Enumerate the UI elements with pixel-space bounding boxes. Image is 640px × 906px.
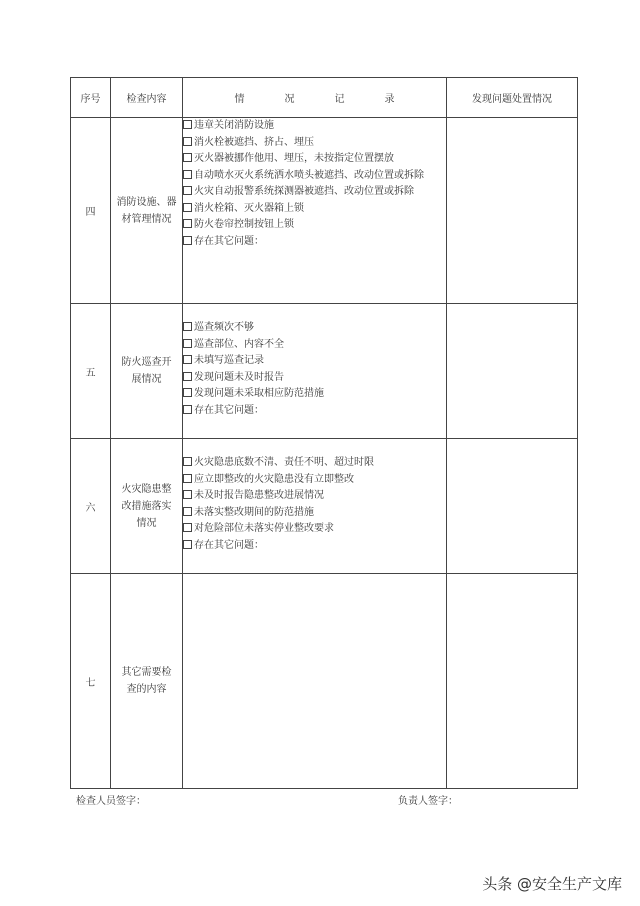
row-serial: 五 bbox=[71, 304, 111, 439]
checklist-item bbox=[183, 337, 446, 354]
checklist-item bbox=[183, 168, 446, 185]
checkbox[interactable] bbox=[183, 339, 192, 348]
checklist-item bbox=[183, 386, 446, 403]
row-topic bbox=[111, 574, 183, 789]
row-serial: 七 bbox=[71, 574, 111, 789]
watermark: 头条 @安全生产文库 bbox=[482, 875, 622, 893]
checklist-item bbox=[183, 472, 446, 489]
checklist-item-text: 未及时报告隐患整改进展情况 bbox=[194, 490, 324, 501]
checklist-item-text: 防火卷帘控制按钮上锁 bbox=[194, 219, 294, 230]
table-row bbox=[71, 574, 578, 789]
row-handling[interactable] bbox=[447, 574, 578, 789]
checklist-item bbox=[183, 505, 446, 522]
row-topic bbox=[111, 304, 183, 439]
row-topic-line: 其它需要检 bbox=[121, 667, 172, 678]
checklist-item bbox=[183, 151, 446, 168]
checklist-item-text: 自动喷水灭火系统洒水喷头被遮挡、改动位置或拆除 bbox=[194, 169, 424, 181]
checkbox[interactable] bbox=[183, 120, 192, 129]
checklist-item bbox=[183, 217, 446, 234]
header-record bbox=[183, 78, 447, 118]
row-serial: 六 bbox=[71, 439, 111, 574]
checklist-item-text: 违章关闭消防设施 bbox=[194, 120, 274, 131]
row-serial: 四 bbox=[71, 118, 111, 304]
header-serial: 序号 bbox=[71, 78, 111, 118]
checklist-item bbox=[183, 135, 446, 152]
checkbox[interactable] bbox=[183, 523, 192, 532]
checklist-item-text: 火灾自动报警系统探测器被遮挡、改动位置或拆除 bbox=[194, 186, 414, 197]
checkbox[interactable] bbox=[183, 474, 192, 483]
header-record-char: 录 bbox=[384, 94, 395, 105]
header-record-char: 况 bbox=[284, 94, 295, 105]
checklist-item-text: 未填写巡查记录 bbox=[194, 355, 264, 366]
checkbox[interactable] bbox=[183, 203, 192, 212]
row-topic-line: 材管理情况 bbox=[121, 213, 172, 225]
row-topic-line: 火灾隐患整 bbox=[121, 483, 172, 495]
row-topic bbox=[111, 439, 183, 574]
checklist-item bbox=[183, 455, 446, 472]
checklist-item bbox=[183, 320, 446, 337]
checkbox[interactable] bbox=[183, 236, 192, 245]
checkbox[interactable] bbox=[183, 322, 192, 331]
row-topic-line: 防火巡查开 bbox=[121, 357, 172, 368]
row-record bbox=[183, 439, 447, 574]
table-row bbox=[71, 118, 578, 304]
checkbox[interactable] bbox=[183, 540, 192, 549]
checklist-item-text: 消火栓被遮挡、挤占、埋压 bbox=[194, 136, 314, 148]
row-topic-line: 查的内容 bbox=[126, 684, 167, 695]
header-content: 检查内容 bbox=[111, 78, 183, 118]
checklist-item-text: 存在其它问题： bbox=[194, 404, 264, 416]
row-topic-line: 展情况 bbox=[131, 374, 162, 385]
checklist-item-text: 发现问题未及时报告 bbox=[194, 371, 284, 383]
checklist-item bbox=[183, 184, 446, 201]
inspector-signature-label: 检查人员签字： bbox=[76, 796, 146, 807]
header-record-char: 记 bbox=[334, 94, 345, 105]
checkbox[interactable] bbox=[183, 490, 192, 499]
table-header-row bbox=[71, 78, 578, 118]
checkbox[interactable] bbox=[183, 153, 192, 162]
checkbox[interactable] bbox=[183, 388, 192, 397]
table-row bbox=[71, 439, 578, 574]
checklist-item-text: 应立即整改的火灾隐患没有立即整改 bbox=[194, 473, 354, 485]
checklist-item-text: 存在其它问题： bbox=[194, 235, 264, 247]
row-topic bbox=[111, 118, 183, 304]
checklist-item-text: 火灾隐患底数不清、责任不明、超过时限 bbox=[194, 457, 374, 468]
table-row bbox=[71, 304, 578, 439]
row-record bbox=[183, 118, 447, 304]
row-record bbox=[183, 574, 447, 789]
manager-signature-label: 负责人签字： bbox=[398, 796, 458, 807]
checkbox[interactable] bbox=[183, 219, 192, 228]
checkbox[interactable] bbox=[183, 137, 192, 146]
checkbox[interactable] bbox=[183, 170, 192, 179]
checklist-item-text: 巡查频次不够 bbox=[194, 322, 254, 333]
checklist-item-text: 消火栓箱、灭火器箱上锁 bbox=[194, 202, 304, 214]
row-topic-line: 情况 bbox=[136, 517, 157, 529]
checklist-item bbox=[183, 538, 446, 555]
checklist-item bbox=[183, 370, 446, 387]
checklist-item-text: 发现问题未采取相应防范措施 bbox=[194, 388, 324, 399]
checkbox[interactable] bbox=[183, 457, 192, 466]
checklist-item bbox=[183, 201, 446, 218]
row-topic-line: 改措施落实 bbox=[121, 500, 172, 512]
checklist-item-text: 存在其它问题： bbox=[194, 539, 264, 551]
row-handling[interactable] bbox=[447, 118, 578, 304]
header-record-char: 情 bbox=[234, 94, 245, 105]
header-handling: 发现问题处置情况 bbox=[447, 78, 578, 118]
checklist-item bbox=[183, 353, 446, 370]
checklist-item bbox=[183, 234, 446, 251]
row-handling[interactable] bbox=[447, 439, 578, 574]
checklist-item-text: 灭火器被挪作他用、埋压，未按指定位置摆放 bbox=[194, 153, 394, 164]
checklist-item-text: 巡查部位、内容不全 bbox=[194, 338, 284, 350]
row-handling[interactable] bbox=[447, 304, 578, 439]
row-topic-line: 消防设施、器 bbox=[116, 196, 177, 208]
checkbox[interactable] bbox=[183, 405, 192, 414]
checklist-item bbox=[183, 118, 446, 135]
inspection-table bbox=[70, 77, 578, 789]
checklist-item bbox=[183, 488, 446, 505]
checklist-item-text: 未落实整改期间的防范措施 bbox=[194, 506, 314, 518]
checkbox[interactable] bbox=[183, 507, 192, 516]
checkbox[interactable] bbox=[183, 372, 192, 381]
checkbox[interactable] bbox=[183, 186, 192, 195]
checklist-item bbox=[183, 403, 446, 420]
checkbox[interactable] bbox=[183, 355, 192, 364]
checklist-item-text: 对危险部位未落实停业整改要求 bbox=[194, 523, 334, 534]
checklist-item bbox=[183, 521, 446, 538]
row-record bbox=[183, 304, 447, 439]
